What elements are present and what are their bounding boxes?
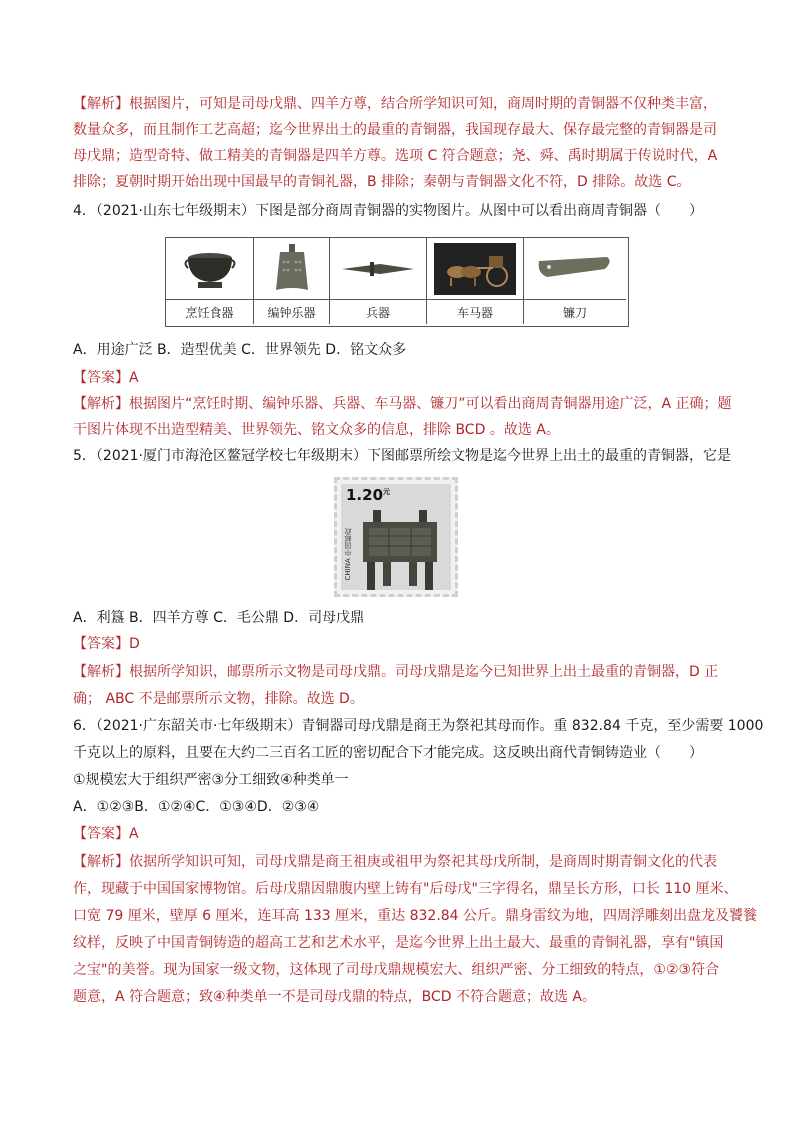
ding-icon bbox=[359, 510, 441, 590]
q6-analysis-2: 作，现藏于中国国家博物馆。后母戊鼎因鼎腹内壁上铸有"后母戊"三字得名，鼎呈长方形，口长 110 厘米、 bbox=[73, 881, 738, 897]
stamp-picture bbox=[341, 484, 451, 590]
q6-stem-1: 6．（2021·广东韶关市·七年级期末）青铜器司母戊鼎是商王为祭祀其母而作。重 832.84 千克，至少需要 1000 bbox=[73, 718, 764, 734]
q4-analysis-2: 干图片体现不出造型精美、世界领先、铭文众多的信息，排除 BCD 。故选 A。 bbox=[73, 422, 560, 438]
q6-analysis-5: 之宝"的美誉。现为国家一级文物，这体现了司母戊鼎规模宏大、组织严密、分工细致的特点，①②③符合 bbox=[73, 962, 720, 978]
q6-analysis-3: 口宽 79 厘米，壁厚 6 厘米，连耳高 133 厘米，重达 832.84 公斤。鼎身雷纹为地，四周浮雕刻出盘龙及饕餮 bbox=[73, 908, 758, 924]
prev-analysis-line-2: 数量众多，而且制作工艺高超；迄今世界出土的最重的青铜器，我国现存最大、保存最完整的青铜器是司 bbox=[73, 122, 717, 138]
caption-text: 车马器 bbox=[456, 305, 493, 320]
prev-analysis-line-4: 排除；夏朝时期开始出现中国最早的青铜礼器，B 排除；秦朝与青铜器文化不符，D 排除。故选 C。 bbox=[73, 174, 691, 190]
q6-items: ①规模宏大于组织严密③分工细致④种类单一 bbox=[73, 772, 349, 788]
bronze-image-table bbox=[165, 237, 629, 327]
q5-analysis-2: 确； ABC 不是邮票所示文物，排除。故选 D。 bbox=[73, 691, 364, 707]
caption-cooking bbox=[166, 300, 254, 324]
ding-stamp-image bbox=[334, 477, 458, 597]
weapon-cell bbox=[330, 238, 427, 300]
sickle-cell bbox=[524, 238, 626, 300]
q4-stem: 4．（2021·山东七年级期末）下图是部分商周青铜器的实物图片。从图中可以看出商周青铜器（ ） bbox=[73, 203, 703, 219]
q4-answer: 【答案】A bbox=[73, 370, 139, 386]
caption-text: 编钟乐器 bbox=[267, 305, 316, 320]
q6-analysis-1: 【解析】依据所学知识可知，司母戊鼎是商王祖庚或祖甲为祭祀其母戊所制，是商周时期青铜文化的代表 bbox=[73, 854, 717, 870]
q6-analysis-4: 纹样，反映了中国青铜铸造的超高工艺和艺术水平，是迄今世界上出土最大、最重的青铜礼器，享有"镇国 bbox=[73, 935, 724, 951]
q5-stem: 5．（2021·厦门市海沧区鳌冠学校七年级期末）下图邮票所绘文物是迄今世界上出土的最重的青铜器，它是 bbox=[73, 448, 731, 464]
cooking-vessel-cell bbox=[166, 238, 254, 300]
caption-sickle bbox=[524, 300, 626, 324]
stamp-country: CHINA 中国邮政 bbox=[344, 528, 352, 581]
caption-bell bbox=[254, 300, 330, 324]
caption-text: 烹饪食器 bbox=[185, 305, 234, 320]
q6-answer: 【答案】A bbox=[73, 826, 139, 842]
weapon-image bbox=[340, 243, 417, 295]
q6-analysis-6: 题意，A 符合题意；致④种类单一不是司母戊鼎的特点，BCD 不符合题意；故选 A。 bbox=[73, 989, 596, 1005]
cooking-vessel-image bbox=[175, 243, 245, 295]
q5-answer: 【答案】D bbox=[73, 636, 140, 652]
q6-stem-2: 千克以上的原料，且要在大约二三百名工匠的密切配合下才能完成。这反映出商代青铜铸造业（ ） bbox=[73, 745, 703, 761]
caption-text: 镰刀 bbox=[562, 305, 587, 320]
prev-analysis-line-1: 【解析】根据图片，可知是司母戊鼎、四羊方尊，结合所学知识可知，商周时期的青铜器不仅种类丰富， bbox=[73, 96, 717, 112]
stamp-denomination: $1.20^元$ bbox=[346, 486, 391, 504]
caption-weapon bbox=[330, 300, 427, 324]
chariot-cell bbox=[427, 238, 524, 300]
caption-text: 兵器 bbox=[365, 305, 390, 320]
q4-analysis-1: 【解析】根据图片“烹饪时期、编钟乐器、兵器、车马器、镰刀”可以看出商周青铜器用途广泛，A 正确；题 bbox=[73, 396, 732, 412]
chariot-image bbox=[434, 243, 517, 295]
q5-analysis-1: 【解析】根据所学知识，邮票所示文物是司母戊鼎。司母戊鼎是迄今已知世界上出土最重的青铜器，D 正 bbox=[73, 664, 719, 680]
q6-options: A．①②③B．①②④C．①③④D．②③④ bbox=[73, 799, 320, 815]
sickle-image bbox=[534, 243, 616, 295]
bell-cell bbox=[254, 238, 330, 300]
q4-options: A．用途广泛 B．造型优美 C．世界领先 D．铭文众多 bbox=[73, 342, 407, 358]
caption-chariot bbox=[427, 300, 524, 324]
prev-analysis-line-3: 母戊鼎；造型奇特、做工精美的青铜器是四羊方尊。选项 C 符合题意；尧、舜、禹时期属于传说时代，A bbox=[73, 148, 718, 164]
bell-image bbox=[262, 243, 322, 295]
q5-options: A．利簋 B．四羊方尊 C．毛公鼎 D．司母戊鼎 bbox=[73, 610, 365, 626]
